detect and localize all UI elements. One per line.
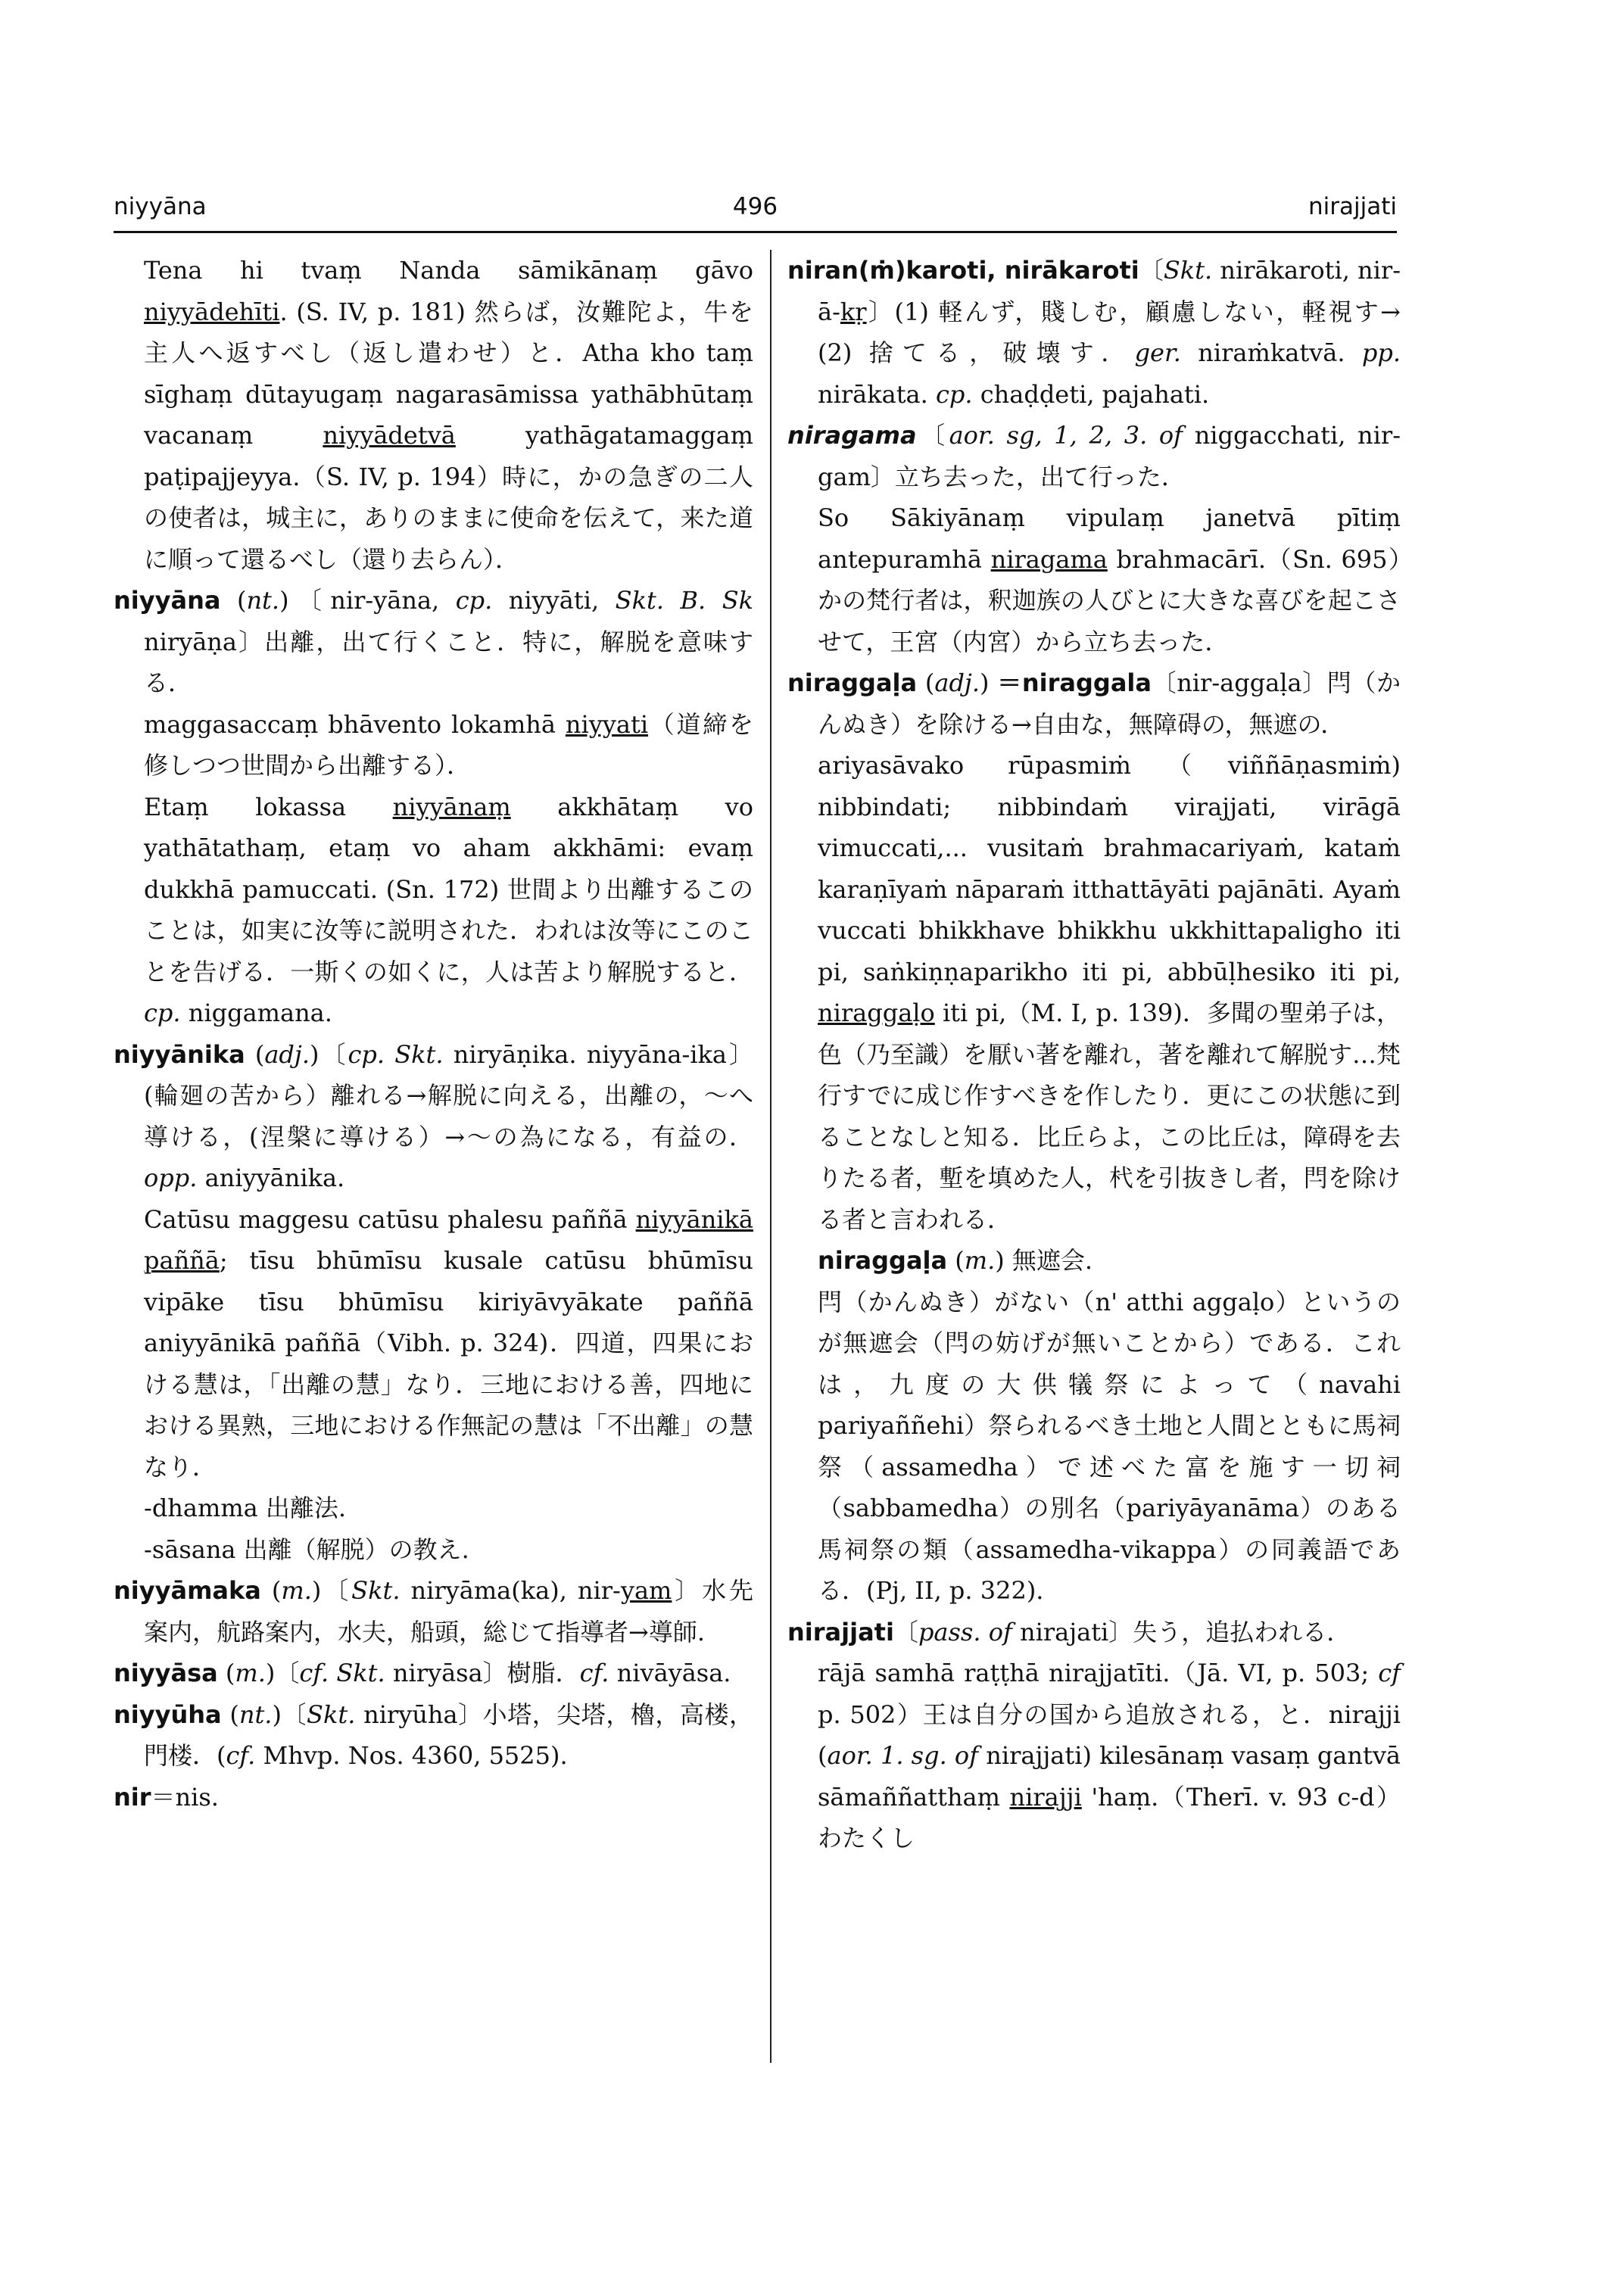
dictionary-entry <box>787 1612 1401 1653</box>
entry-text: kṛ <box>840 297 867 326</box>
entry-text: aniyyānika. <box>197 1164 345 1192</box>
entry-text: nt. <box>238 1699 273 1729</box>
dictionary-entry <box>114 1653 753 1694</box>
entry-text: nirajati〕失う，追払われる． <box>1011 1617 1351 1647</box>
entry-text: ger. <box>1134 338 1181 367</box>
entry-text: ariyasāvako rūpasmiṁ（viññāṇasmiṁ) nibbindati; nibbindaṁ virajjati, virāgā vimuccati,... vusitaṁ brahmacariyaṁ, kataṁ karaṇīyaṁ nāparaṁ itthattāyāti pajānāti. Ayaṁ vuccati bhikkhave bhikkhu ukkhittapaligho iti pi, saṅkiṇṇaparikho iti pi, abbūḷhesiko iti pi, <box>818 751 1401 986</box>
entry-text: niyyati <box>565 709 649 739</box>
entry-text: （道締を修しつつ世間から出離する）． <box>144 709 753 780</box>
entry-text: nt. <box>246 586 280 615</box>
entry-citation <box>114 704 753 787</box>
entry-text: niyyānaṃ <box>392 792 511 821</box>
entry-text: m. <box>235 1659 266 1687</box>
entry-text: )〔 <box>311 1576 352 1605</box>
entry-text: cf. <box>579 1659 609 1687</box>
entry-text: pass. of <box>918 1617 1012 1647</box>
dictionary-entry <box>114 1694 753 1777</box>
entry-citation <box>787 1653 1401 1859</box>
entry-text: niryāsa〕樹脂． <box>385 1659 580 1687</box>
entry-text: niraggaḷo <box>818 999 935 1027</box>
entry-text: Catūsu maggesu catūsu phalesu paññā <box>144 1204 636 1234</box>
entry-text: ( <box>947 1246 965 1275</box>
headword: ＝niraggala <box>997 668 1152 697</box>
entry-text: 〔 <box>893 1617 918 1647</box>
entry-text: adj. <box>264 1039 310 1069</box>
headword: niyyāna <box>114 586 221 615</box>
entry-text: ( <box>260 1576 282 1605</box>
left-column <box>114 250 753 1818</box>
entry-text: Skt. <box>351 1576 401 1605</box>
entry-text: So Sākiyānaṃ vipulaṃ janetvā pītiṃ antepuramhā <box>818 503 1401 574</box>
entry-text: niryūha〕小塔，尖塔，櫓，高楼，門楼．( <box>144 1699 753 1770</box>
entry-text: 'haṃ.（Therī. v. 93 c-d）わたくし <box>818 1782 1401 1852</box>
entry-text: ) <box>980 668 998 697</box>
entry-citation <box>114 1529 753 1571</box>
entry-text: rājā samhā raṭṭhā nirajjatīti.（Jā. VI, p. 503; <box>818 1659 1379 1687</box>
entry-text: niryāṇa〕出離，出て行くこと．特に，解脱を意味する． <box>144 627 753 697</box>
entry-text: cp. <box>455 586 493 615</box>
entry-text: iti pi,（M. I, p. 139)．多聞の聖弟子は，色（乃至識）を厭い著を離れ，著を離れて解脱す…梵行すでに成じ作すべきを作したり．更にこの状態に到ることなしと知る．比丘らよ，この比丘は，障碍を去りたる者，塹を填めた人，杙を引抜きし者，閂を除ける者と言われる． <box>818 999 1401 1234</box>
entry-text: niryāma(ka), nir- <box>400 1576 621 1605</box>
entry-text: Mhvp. Nos. 4360, 5525). <box>255 1741 568 1770</box>
entry-text: ) 無遮会. <box>995 1246 1093 1275</box>
headword: nir <box>114 1782 151 1812</box>
entry-text: . (S. IV, p. 181) 然らば，汝難陀よ，牛を主人へ返すべし（返し遣わせ）と．Atha kho taṃ sīghaṃ dūtayugaṃ nagarasāmissa yathābhūtaṃ vacanaṃ <box>144 297 753 450</box>
entry-text: nirākaroti, nir-ā- <box>818 256 1401 326</box>
entry-citation <box>114 250 753 580</box>
headword: niragama <box>787 421 917 450</box>
entry-text: niyyānikā paññā <box>144 1204 753 1275</box>
entry-text: 〕(1) 軽んず，賤しむ，顧慮しない，軽視す→ (2) 捨てる，破壊す． <box>818 297 1401 367</box>
entry-text: )〔nir-yāna, <box>279 586 456 615</box>
entry-text: niraṁkatvā. <box>1180 338 1362 367</box>
entry-text: cf <box>1378 1659 1401 1687</box>
entry-text: )〔 <box>265 1659 300 1687</box>
headword: niyyāmaka <box>114 1576 261 1605</box>
headword: niran(ṁ)karoti, nirākaroti <box>787 256 1139 285</box>
entry-text: 〕水先案内，航路案内，水夫，船頭，総じて指導者→導師. <box>144 1576 753 1647</box>
entry-text: pp. <box>1361 338 1401 367</box>
entry-text: cf. Skt. <box>299 1659 385 1687</box>
entry-text: niyyādehīti <box>144 297 280 326</box>
entry-text: brahmacārī.（Sn. 695）かの梵行者は，釈迦族の人びとに大きな喜びを起こさせて，王宮（内宮）から立ち去った． <box>818 544 1401 656</box>
entry-text: cp. <box>144 999 181 1027</box>
entry-text: 閂（かんぬき）がない（n' atthi aggaḷo）というのが無遮会（閂の妨げが無いことから）である．これは，九度の大供犠祭によって（navahi pariyaññehi）祭られるべき土地と人間とともに馬祠祭（assamedha）で述べた富を施す一切祠（sabbamedha）の別名（pariyāyanāma）のある馬祠祭の類（assamedha-vikappa）の同義語である．(Pj, II, p. 322). <box>818 1287 1401 1605</box>
right-column <box>787 250 1401 1859</box>
page-header <box>114 193 1397 231</box>
entry-text: Etaṃ lokassa <box>144 792 393 821</box>
entry-text: 〔 <box>1139 256 1164 285</box>
entry-text: 〔 <box>916 421 949 450</box>
headword: niyyāsa <box>114 1659 218 1687</box>
entry-citation <box>114 1488 753 1529</box>
headword: niyyūha <box>114 1699 222 1729</box>
entry-text: aor. 1. sg. of <box>827 1741 979 1770</box>
entry-citation <box>787 745 1401 1240</box>
entry-text: yathāgatamaggaṃ paṭipajjeyya.（S. IV, p. 194）時に，かの急ぎの二人の使者は，城主に，ありのままに使命を伝えて，来た道に順って還るべし（還り去らん）． <box>144 421 753 574</box>
dictionary-entry <box>114 580 753 704</box>
header-rule <box>114 231 1397 233</box>
entry-text: adj. <box>934 668 980 697</box>
entry-text: akkhātaṃ vo yathātathaṃ, etaṃ vo aham akkhāmi: evaṃ dukkhā pamuccati. (Sn. 172) 世間より出離するこのことは，如実に汝等に説明された．われは汝等にこのことを告げる．一斯くの如くに，人は苦より解脱すると． <box>144 792 753 986</box>
column-divider <box>770 250 771 2063</box>
entry-text: m. <box>281 1576 312 1605</box>
dictionary-entry <box>114 1570 753 1653</box>
entry-text: cp. <box>935 379 973 409</box>
entry-text: niggamana. <box>180 999 332 1027</box>
entry-text: ( <box>917 668 935 697</box>
entry-text: 〔nir-aggaḷa〕閂（かんぬき）を除ける→自由な，無障碍の，無遮の． <box>818 668 1401 739</box>
header-left-guide-word: niyyāna <box>114 193 207 220</box>
dictionary-entry <box>114 1777 753 1818</box>
dictionary-entry <box>114 1034 753 1199</box>
headword: niyyānika <box>114 1039 245 1069</box>
entry-text: Tena hi tvaṃ Nanda sāmikānaṃ gāvo <box>144 256 753 285</box>
entry-text: niyyāti, <box>492 586 616 615</box>
headword: niraggaḷa <box>818 1246 948 1275</box>
entry-citation <box>787 1240 1401 1282</box>
entry-citation <box>114 1199 753 1488</box>
entry-text: ( <box>221 1699 239 1729</box>
entry-text: ( <box>217 1659 235 1687</box>
entry-text: ( <box>220 586 247 615</box>
entry-citation <box>114 787 753 1034</box>
entry-text: chaḍḍeti, pajahati. <box>972 379 1210 409</box>
entry-text: nivāyāsa. <box>609 1659 731 1687</box>
entry-text: maggasaccaṃ bhāvento lokamhā <box>144 709 566 739</box>
entry-text: niragama <box>990 544 1108 574</box>
dictionary-entry <box>787 415 1401 497</box>
entry-text: aor. sg, 1, 2, 3. of <box>949 421 1183 450</box>
entry-text: yam <box>620 1576 672 1605</box>
entry-citation <box>787 497 1401 662</box>
dictionary-entry <box>787 250 1401 415</box>
entry-text: ; tīsu bhūmīsu kusale catūsu bhūmīsu vipāke tīsu bhūmīsu kiriyāvyākate paññā aniyyānikā paññā（Vibh. p. 324)．四道，四果における慧は，「出離の慧」なり．三地における善，四地における異熟，三地における作無記の慧は「不出離」の慧なり． <box>144 1246 753 1481</box>
entry-text: -dhamma 出離法. <box>144 1494 347 1522</box>
entry-text: niyyādetvā <box>323 421 456 450</box>
entry-text: cf. <box>226 1741 256 1770</box>
dictionary-entry <box>787 662 1401 745</box>
entry-text: -sāsana 出離（解脱）の教え. <box>144 1534 469 1564</box>
entry-text: nirajjati) kilesānaṃ vasaṃ gantvā sāmaññatthaṃ <box>818 1741 1401 1812</box>
headword: niraggaḷa <box>787 668 918 697</box>
entry-text: )〔 <box>310 1039 348 1069</box>
entry-text: m. <box>964 1246 996 1275</box>
headword: nirajjati <box>787 1617 894 1647</box>
entry-text: nirākata. <box>818 379 936 409</box>
entry-text: Skt. <box>1163 256 1213 285</box>
entry-text: niryāṇika. niyyāna-ika〕(輪廻の苦から）離れる→解脱に向える，出離の，～へ導ける，(涅槃に導ける）→～の為になる，有益の． <box>144 1039 753 1151</box>
entry-text: ＝nis. <box>151 1782 219 1812</box>
entry-text: Skt. B. Sk <box>615 586 754 615</box>
entry-text: nirajji <box>1009 1782 1082 1812</box>
entry-text: cp. Skt. <box>348 1039 444 1069</box>
entry-text: niggacchati, nir-gam〕立ち去った，出て行った． <box>818 421 1401 491</box>
entry-text: p. 502）王は自分の国から追放される，と．nirajji ( <box>818 1699 1401 1770</box>
entry-text: Skt. <box>307 1699 356 1729</box>
header-right-guide-word: nirajjati <box>1308 193 1397 220</box>
entry-text: )〔 <box>272 1699 307 1729</box>
page-number: 496 <box>732 193 778 220</box>
entry-citation <box>787 1282 1401 1612</box>
entry-text: opp. <box>144 1164 198 1192</box>
entry-text: ( <box>245 1039 265 1069</box>
